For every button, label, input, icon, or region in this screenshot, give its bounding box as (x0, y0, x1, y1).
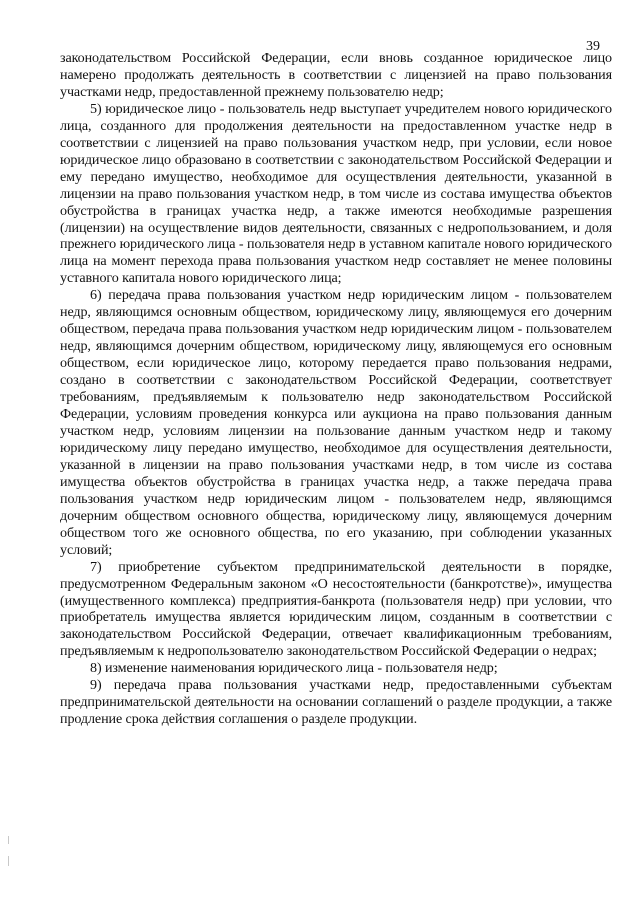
paragraph-item-9: 9) передача права пользования участками недр, предоставленными субъектам предпринимательской деятельности на основании соглашений о разделе продукции, а также продление срока действия соглашения о разделе продукции. (60, 677, 612, 728)
document-body (60, 50, 612, 728)
paragraph-item-8: 8) изменение наименования юридического лица - пользователя недр; (90, 660, 498, 677)
paragraph-continuation: законодательством Российской Федерации, если вновь созданное юридическое лицо намерено продолжать деятельность в соответствии с лицензией на право пользования участками недр, предоставленной прежнему пользователю недр; (60, 50, 612, 100)
scan-edge-mark (8, 836, 9, 844)
paragraph-item-7: 7) приобретение субъектом предпринимательской деятельности в порядке, предусмотренном Федеральным законом «О несостоятельности (банкротстве)», имущества (имущественного комплекса) предприятия-банкрота (пользователя недр) при условии, что приобретатель имущества является юридическим лицом, созданным в соответствии с законодательством Российской Федерации, отвечает квалификационным требованиям, предъявляемым к недропользователю законодательством Российской Федерации о недрах; (60, 558, 612, 660)
paragraph-item-6: 6) передача права пользования участком недр юридическим лицом - пользователем недр, являющимся основным обществом, юридическому лицу, являющемуся его дочерним обществом, передача права пользования участком недр юридическим лицом - пользователем недр, являющимся дочерним обществом, юридическому лицу, являющемуся его основным обществом, если юридическое лицо, которому передается право пользования недрами, создано в соответствии с законодательством Российской Федерации, соответствует требованиям, предъявляемым к пользователю недр законодательством Российской Федерации, условиям проведения конкурса или аукциона на право пользования данным участком недр, условиям лицензии на пользование данным участком недр и такому юридическому лицу передано имущество, необходимое для осуществления деятельности, указанной в лицензии на право пользования участками недр, в том числе из состава имущества объектов обустройства в границах участка недр, а также передача права пользования участком недр юридическим лицом - пользователем недр, являющимся дочерним обществом основного общества, юридическому лицу, являющемуся дочерним обществом того же основного общества, по его указанию, при соблюдении указанных условий; (60, 287, 612, 558)
scan-edge-mark (8, 856, 9, 866)
paragraph-item-5: 5) юридическое лицо - пользователь недр выступает учредителем нового юридического лица, созданного для продолжения деятельности на предоставленном участке недр в соответствии с лицензией на право пользования участком недр, при условии, если новое юридическое лицо образовано в соответствии с законодательством Российской Федерации и ему передано имущество, необходимое для осуществления деятельности, указанной в лицензии на право пользования участком недр, в том числе из состава имущества объектов обустройства в границах участка недр, а также имеются необходимые разрешения (лицензии) на осуществление видов деятельности, связанных с недропользованием, и доля прежнего юридического лица - пользователя недр в уставном капитале нового юридического лица на момент перехода права пользования участком недр составляет не менее половины уставного капитала нового юридического лица; (60, 100, 612, 287)
page-number: 39 (586, 39, 600, 54)
